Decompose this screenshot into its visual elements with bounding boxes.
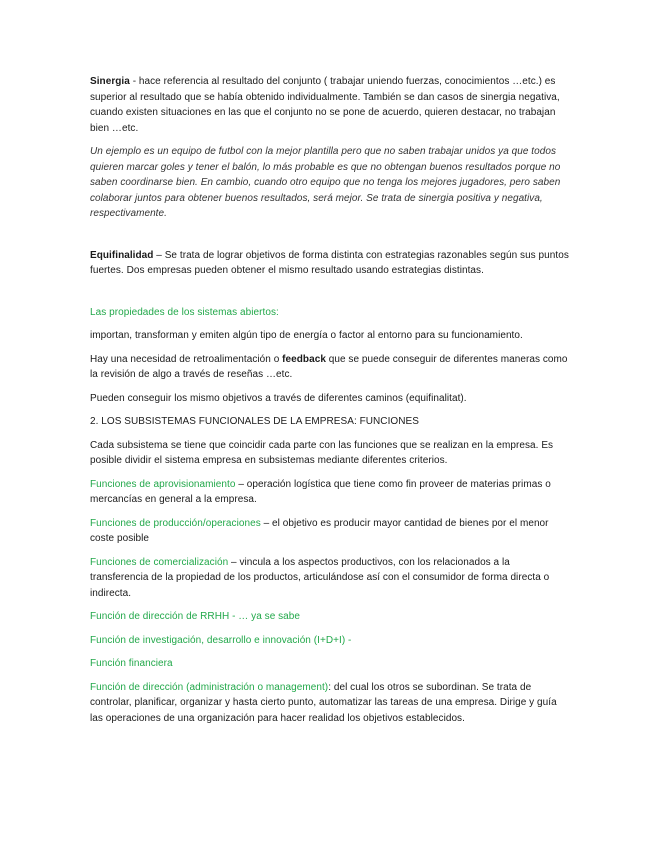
funcion-idi: Función de investigación, desarrollo e innovación (I+D+I) - — [90, 634, 352, 646]
propiedades-item-1: importan, transforman y emiten algún tipo de energía o factor al entorno para su funcionamiento. — [90, 330, 523, 341]
propiedades-item-2 — [90, 352, 570, 383]
funcion-comercializacion — [90, 555, 570, 602]
equifinalidad-paragraph — [90, 248, 570, 279]
sinergia-example: Un ejemplo es un equipo de futbol con la mejor plantilla pero que no saben trabajar unidos ya que todos quieren marcar goles y tener el balón, lo más probable es que no obtengan buenos resultados porque no saben coordinarse bien. En cambio, cuando otro equipo que no tenga los mejores jugadores, pero saben colaborar juntos para obtener buenos resultados, será mejor. Se trata de sinergia positiva y negativa, respectivamente. — [90, 146, 561, 219]
sinergia-term: Sinergia — [90, 76, 130, 87]
document-page — [90, 74, 570, 726]
comercializacion-label: Funciones de comercialización — [90, 556, 229, 568]
sinergia-definition: - hace referencia al resultado del conjunto ( trabajar uniendo fuerzas, conocimientos …etc.) es superior al resultado que se había obtenido individualmente. También se dan casos de sinergia negativa, cuando existen situaciones en las que el conjunto no se pone de acuerdo, quieren destacar, no trabajan bien …etc. — [90, 76, 560, 134]
direccion-text: : del cual los otros se subordinan. Se trata de controlar, planificar, organizar y hasta cierto punto, automatizar las tareas de una empresa. Dirige y guía las operaciones de una organización para hacer realidad los objetivos establecidos. — [90, 681, 557, 724]
feedback-after: que se puede conseguir de diferentes maneras como la revisión de algo a través de reseñas …etc. — [90, 353, 568, 380]
subsistemas-intro: Cada subsistema se tiene que coincidir cada parte con las funciones que se realizan en la empresa. Es posible dividir el sistema empresa en subsistemas mediante diferentes criterios. — [90, 439, 554, 466]
direccion-label: Función de dirección (administración o management) — [90, 681, 329, 693]
produccion-label: Funciones de producción/operaciones — [90, 517, 261, 529]
subsistemas-heading: 2. LOS SUBSISTEMAS FUNCIONALES DE LA EMPRESA: FUNCIONES — [90, 416, 419, 427]
feedback-term: feedback — [282, 353, 326, 365]
propiedades-heading: Las propiedades de los sistemas abiertos: — [90, 306, 279, 318]
aprovisionamiento-label: Funciones de aprovisionamiento — [90, 478, 236, 490]
propiedades-item-3: Pueden conseguir los mismo objetivos a través de diferentes caminos (equifinalitat). — [90, 392, 467, 404]
produccion-text: – el objetivo es producir mayor cantidad de bienes por el menor coste posible — [90, 517, 549, 544]
funcion-financiera: Función financiera — [90, 658, 173, 669]
equifinalidad-definition: – Se trata de lograr objetivos de forma distinta con estrategias razonables según sus puntos fuertes. Dos empresas pueden obtener el mismo resultado usando estrategias distintas. — [90, 249, 569, 276]
feedback-before: Hay una necesidad de retroalimentación o — [90, 353, 283, 365]
funcion-produccion — [90, 516, 570, 547]
aprovisionamiento-text: – operación logística que tiene como fin proveer de materias primas o mercancías en general a la empresa. — [90, 478, 551, 505]
comercializacion-text: – vincula a los aspectos productivos, con los relacionados a la transferencia de la propiedad de los productos, articulándose así con el consumidor de forma directa o indirecta. — [90, 556, 550, 599]
funcion-rrhh: Función de dirección de RRHH - … ya se sabe — [90, 611, 301, 622]
funcion-aprovisionamiento — [90, 477, 570, 508]
equifinalidad-term: Equifinalidad — [90, 249, 154, 261]
sinergia-paragraph — [90, 74, 570, 136]
funcion-direccion — [90, 680, 570, 727]
